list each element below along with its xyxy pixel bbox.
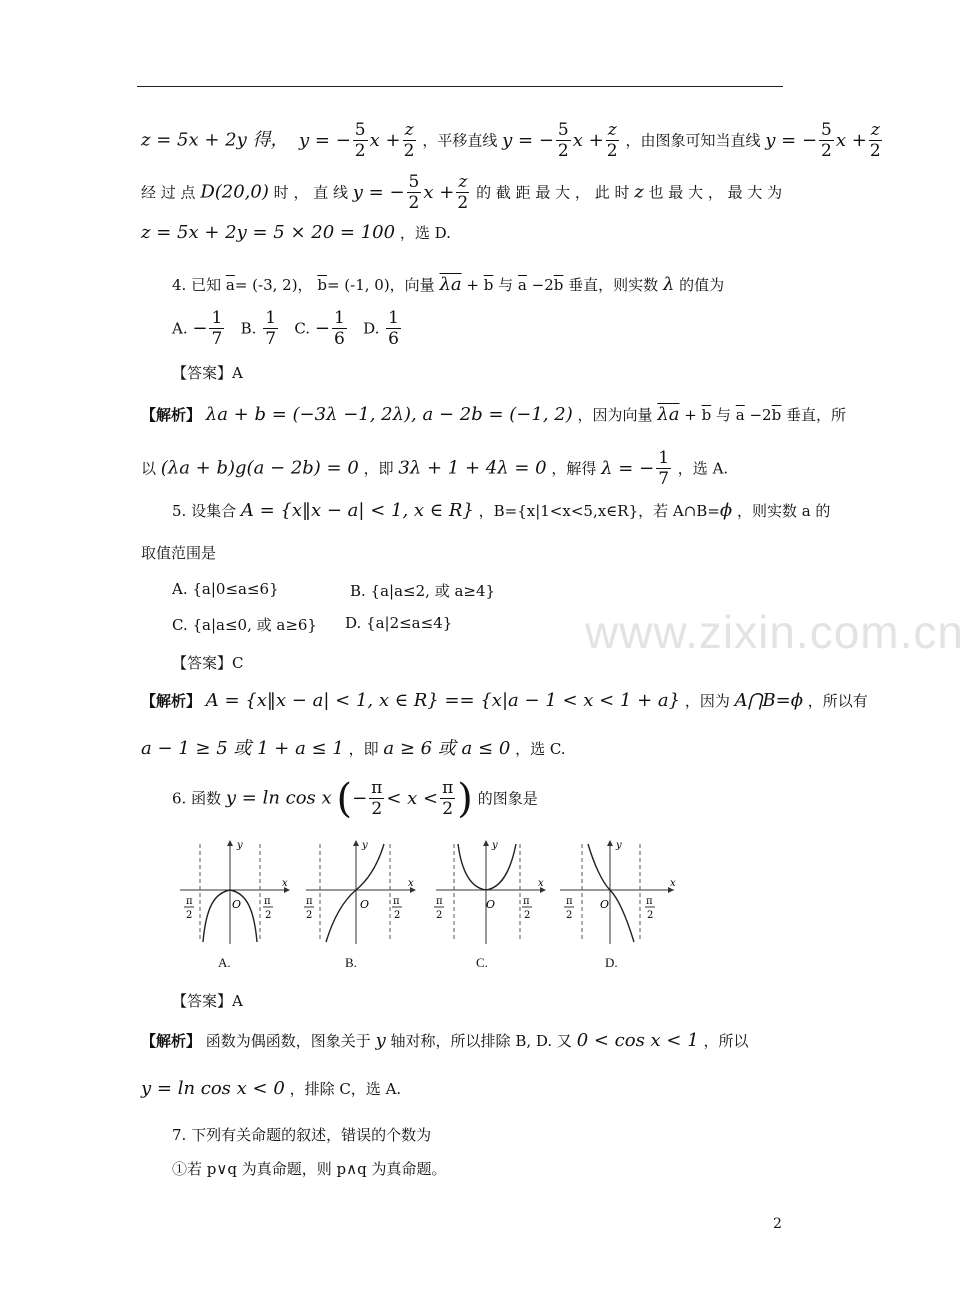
svg-text:x: x (408, 878, 414, 889)
svg-text:π: π (646, 896, 653, 907)
graph-d-label: D. (605, 955, 618, 970)
line-eq-2: y = − $\frac{5}{2}$ x + $\frac{z}{2}$ (502, 120, 618, 161)
header-rule (137, 86, 783, 87)
line-eq-1: y = − $\frac{5}{2}$ x + $\frac{z}{2}$ (299, 120, 415, 161)
line-eq-4: y = − $\frac{5}{2}$ x + $\frac{z}{2}$ (352, 172, 469, 213)
point-d: D(20,0) (200, 181, 269, 203)
svg-text:O: O (232, 898, 242, 911)
q6-explanation-2: y = ln cos x < 0 ，排除 C，选 A. (141, 1078, 402, 1099)
svg-text:2: 2 (186, 910, 193, 921)
svg-text:2: 2 (436, 910, 443, 921)
svg-text:y: y (362, 840, 368, 851)
svg-text:x: x (670, 878, 676, 889)
prev-solution-line-1: z = 5x + 2y 得， y = − $\frac{5}{2}$ x + $\frac{z}{2}$ ，平移直线 y = − $\frac{5}{2}$ x + $\frac{z}{2}$ ，由图象可知当直线 y = − $\frac{5}{2}$ x + $\frac{z}{2}$ (141, 120, 884, 161)
svg-text:2: 2 (306, 910, 313, 921)
q5-stem-2: 取值范围是 (141, 544, 217, 562)
q5-answer: 【答案】C (172, 654, 244, 672)
svg-text:2: 2 (394, 910, 401, 921)
q5-option-d: D. {a|2≤a≤4} (345, 614, 453, 632)
graph-a[interactable] (172, 838, 292, 952)
prev-solution-line-3: z = 5x + 2y = 5 × 20 = 100 ，选 D. (141, 222, 451, 243)
q4-option-c-label: C. (294, 319, 311, 338)
svg-text:O: O (600, 898, 610, 911)
watermark: www.zixin.com.cn (585, 606, 964, 658)
svg-text:2: 2 (524, 910, 531, 921)
q4-explanation-1: 【解析】 λa + b = (−3λ −1, 2λ), a − 2b = (−1, 2) ，因为向量 $\lambda a + \overline{b}$ 与 $\overline{a} -2\overline{b}$ 垂直，所 (141, 404, 847, 425)
q5-option-b: B. {a|a≤2, 或 a≥4} (350, 582, 496, 600)
svg-text:O: O (486, 898, 496, 911)
prev-solution-line-2: 经 过 点 D(20,0) 时 ， 直 线 y = − $\frac{5}{2}$ x + $\frac{z}{2}$ 的 截 距 最 大 ， 此 时 z 也 最 大 ， 最 大 为 (141, 172, 783, 213)
svg-text:2: 2 (566, 910, 573, 921)
q5-stem: 5. 设集合 A = {x‖x − a| < 1, x ∈ R} ，B={x|1<x<5,x∈R}，若 A∩B=ϕ ，则实数 a 的 (172, 500, 831, 521)
svg-text:x: x (538, 878, 544, 889)
svg-text:π: π (566, 896, 573, 907)
vec-lambda-a: λa (439, 274, 462, 295)
svg-text:2: 2 (647, 910, 654, 921)
graph-c-label: C. (476, 955, 488, 970)
graph-c[interactable] (428, 838, 548, 952)
page-number: 2 (773, 1216, 782, 1232)
q7-stem: 7. 下列有关命题的叙述，错误的个数为 (172, 1126, 432, 1144)
svg-text:y: y (492, 840, 498, 851)
graph-b-label: B. (345, 955, 357, 970)
svg-text:y: y (616, 840, 622, 851)
q4-option-d-label: D. (363, 319, 380, 338)
svg-text:π: π (436, 896, 443, 907)
q5-explanation-1: 【解析】 A = {x‖x − a| < 1, x ∈ R} == {x|a − 1 < x < 1 + a} ，因为 A⋂B=ϕ ，所以有 (141, 690, 868, 711)
q4-answer: 【答案】A (172, 364, 243, 382)
max-value-expr: z = 5x + 2y = 5 × 20 = 100 (141, 222, 396, 243)
line-eq-3: y = − $\frac{5}{2}$ x + $\frac{z}{2}$ (765, 120, 881, 161)
q5-option-a: A. {a|0≤a≤6} (172, 580, 279, 598)
svg-text:π: π (393, 896, 400, 907)
q4-explanation-2: 以 (λa + b)g(a − 2b) = 0 ，即 3λ + 1 + 4λ = 0 ，解得 λ = − $\frac{1}{7}$ ，选 A. (141, 448, 729, 489)
graph-d[interactable] (556, 838, 676, 952)
objective-function: z = 5x + 2y 得， (141, 129, 289, 151)
svg-text:π: π (264, 896, 271, 907)
q4-stem: 4. 已知 $\overline{a}= (-3$, 2)， $\overline{b}= (-1$, 0)，向量 $\lambda a + \overline{b}$ 与 $\overline{a} -2\overline{b}$ 垂直，则实数 λ 的值为 (172, 274, 725, 295)
svg-text:O: O (360, 898, 370, 911)
svg-text:y: y (237, 840, 243, 851)
q4-option-a-label: A. (172, 319, 188, 338)
q6-explanation-1: 【解析】 函数为偶函数，图象关于 y 轴对称，所以排除 B, D. 又 0 < cos x < 1 ，所以 (141, 1030, 749, 1051)
q6-answer: 【答案】A (172, 992, 243, 1010)
q4-options: A. − $\frac{1}{7}$ B. $\frac{1}{7}$ C. − $\frac{1}{6}$ D. $\frac{1}{6}$ (172, 308, 399, 349)
svg-text:π: π (523, 896, 530, 907)
q5-explanation-2: a − 1 ≥ 5 或 1 + a ≤ 1 ，即 a ≥ 6 或 a ≤ 0 ，选 C. (141, 738, 566, 759)
graph-b[interactable] (298, 838, 418, 952)
svg-text:π: π (186, 896, 193, 907)
graph-a-label: A. (218, 955, 231, 970)
q4-option-b-label: B. (240, 319, 257, 338)
svg-text:π: π (306, 896, 313, 907)
q5-option-c: C. {a|a≤0, 或 a≥6} (172, 616, 317, 634)
svg-text:x: x (282, 878, 288, 889)
q7-item-1: ①若 p∨q 为真命题，则 p∧q 为真命题。 (172, 1160, 447, 1178)
q6-stem: 6. 函数 y = ln cos x (− $\frac{\pi}{2}$ < x < $\frac{\pi}{2}$ ) 的图象是 (172, 775, 538, 822)
svg-text:2: 2 (265, 910, 272, 921)
